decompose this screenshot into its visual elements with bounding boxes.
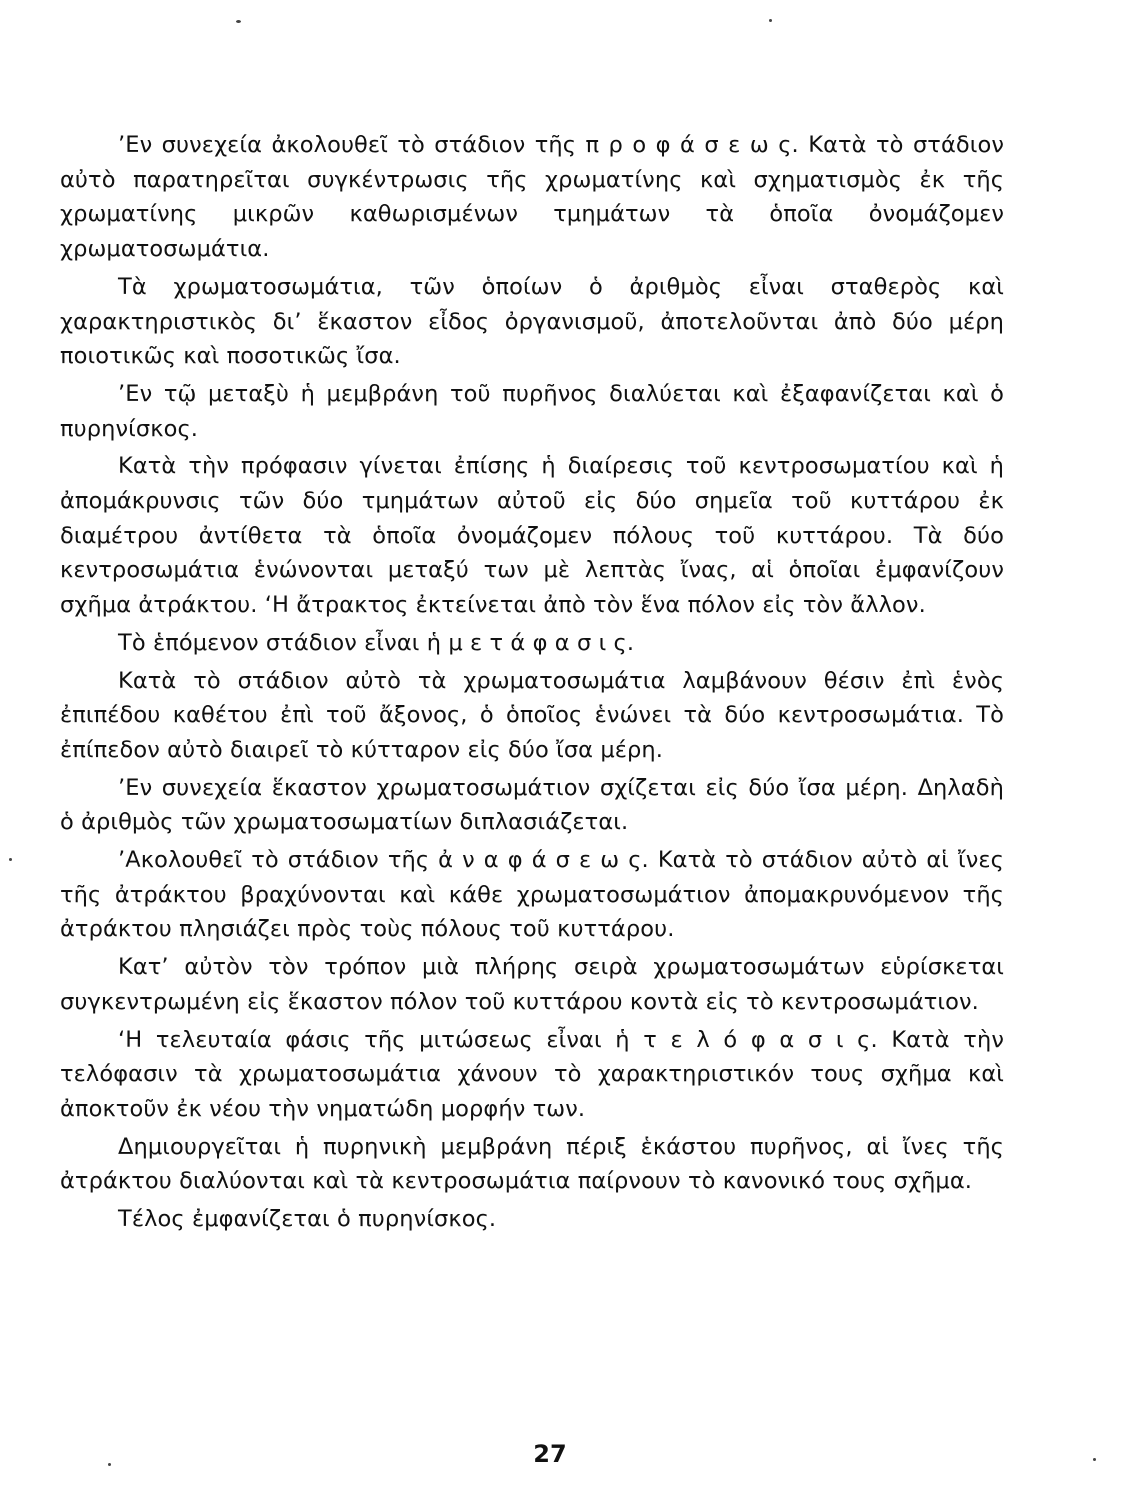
paragraph-poles: Κατ’ αὐτὸν τὸν τρόπον μιὰ πλήρης σειρὰ χρωματοσωμάτων εὑρίσκεται συγκεντρωμένη εἰς ἕκαστον πόλον τοῦ κυττάρου κοντὰ εἰς τὸ κεντροσωμάτιον. [60,954,1004,1015]
body-text [60,128,1004,1240]
paragraph-nucleolus: Τέλος ἐμφανίζεται ὁ πυρηνίσκος. [118,1206,497,1233]
paragraph-telophase: ‘Η τελευταία φάσις τῆς μιτώσεως εἶναι ἡ τ ε λ ό φ α σ ι ς. Κατὰ τὴν τελόφασιν τὰ χρωματοσωμάτια χάνουν τὸ χαρακτηριστικόν τους σχῆμα καὶ ἀποκτοῦν ἐκ νέου τὴν νηματώδη μορφήν των. [60,1026,1004,1122]
paragraph-metaphase: Κατὰ τὸ στάδιον αὐτὸ τὰ χρωματοσωμάτια λαμβάνουν θέσιν ἐπὶ ἑνὸς ἐπιπέδου καθέτου ἐπὶ τοῦ ἄξονος, ὁ ὁποῖος ἑνώνει τὰ δύο κεντροσωμάτια. Τὸ ἐπίπεδον αὐτὸ διαιρεῖ τὸ κύτταρον εἰς δύο ἴσα μέρη. [60,667,1004,763]
page-number: 27 [533,1440,567,1468]
paragraph-centrosome: Κατὰ τὴν πρόφασιν γίνεται ἐπίσης ἡ διαίρεσις τοῦ κεντροσωματίου καὶ ἡ ἀπομάκρυνσις τῶν δύο τμημάτων αὐτοῦ εἰς δύο σημεῖα τοῦ κυττάρου ἐκ διαμέτρου ἀντίθετα τὰ ὁποῖα ὀνομάζομεν πόλους τοῦ κυττάρου. Τὰ δύο κεντροσωμάτια ἑνώνονται μεταξύ των μὲ λεπτὰς ἴνας, αἱ ὁποῖαι ἐμφανίζουν σχῆμα ἀτράκτου. ‘Η ἄτρακτος ἐκτείνεται ἀπὸ τὸν ἕνα πόλον εἰς τὸν ἄλλον. [60,453,1004,619]
scan-speck [108,1463,111,1466]
paragraph-membrane-reform: Δημιουργεῖται ἡ πυρηνικὴ μεμβράνη πέριξ ἑκάστου πυρῆνος, αἱ ἴνες τῆς ἀτράκτου διαλύονται καὶ τὰ κεντροσωμάτια παίρνουν τὸ κανονικό τους σχῆμα. [60,1133,1004,1195]
paragraph-anaphase: ’Ακολουθεῖ τὸ στάδιον τῆς ἀ ν α φ ά σ ε ω ς. Κατὰ τὸ στάδιον αὐτὸ αἱ ἴνες τῆς ἀτράκτου βραχύνονται καὶ κάθε χρωματοσωμάτιον ἀπομακρυνόμενον τῆς ἀτράκτου πλησιάζει πρὸς τοὺς πόλους τοῦ κυττάρου. [60,847,1004,943]
scan-speck [1093,1458,1096,1461]
paragraph-prophase-intro: ’Εν συνεχεία ἀκολουθεῖ τὸ στάδιον τῆς π ρ ο φ ά σ ε ω ς. Κατὰ τὸ στάδιον αὐτὸ παρατηρεῖται συγκέντρωσις τῆς χρωματίνης καὶ σχηματισμὸς ἐκ τῆς χρωματίνης μικρῶν καθωρισμένων τμημάτων τὰ ὁποῖα ὀνομάζομεν χρωματοσωμάτια. [60,132,1004,263]
paragraph-chromosome-split: ’Εν συνεχεία ἕκαστον χρωματοσωμάτιον σχίζεται εἰς δύο ἴσα μέρη. Δηλαδὴ ὁ ἀριθμὸς τῶν χρωματοσωματίων διπλασιάζεται. [60,774,1004,836]
paragraph-nuclear-membrane: ’Εν τῷ μεταξὺ ἡ μεμβράνη τοῦ πυρῆνος διαλύεται καὶ ἐξαφανίζεται καὶ ὁ πυρηνίσκος. [60,380,1004,442]
scan-speck [9,858,12,861]
scan-speck [236,20,241,23]
scan-speck [769,19,772,22]
paragraph-chromosomes: Τὰ χρωματοσωμάτια, τῶν ὁποίων ὁ ἀριθμὸς εἶναι σταθερὸς καὶ χαρακτηριστικὸς δι’ ἕκαστον εἶδος ὀργανισμοῦ, ἀποτελοῦνται ἀπὸ δύο μέρη ποιοτικῶς καὶ ποσοτικῶς ἴσα. [60,273,1004,370]
paragraph-metaphase-intro: Τὸ ἑπόμενον στάδιον εἶναι ἡ μ ε τ ά φ α σ ι ς. [118,629,635,656]
